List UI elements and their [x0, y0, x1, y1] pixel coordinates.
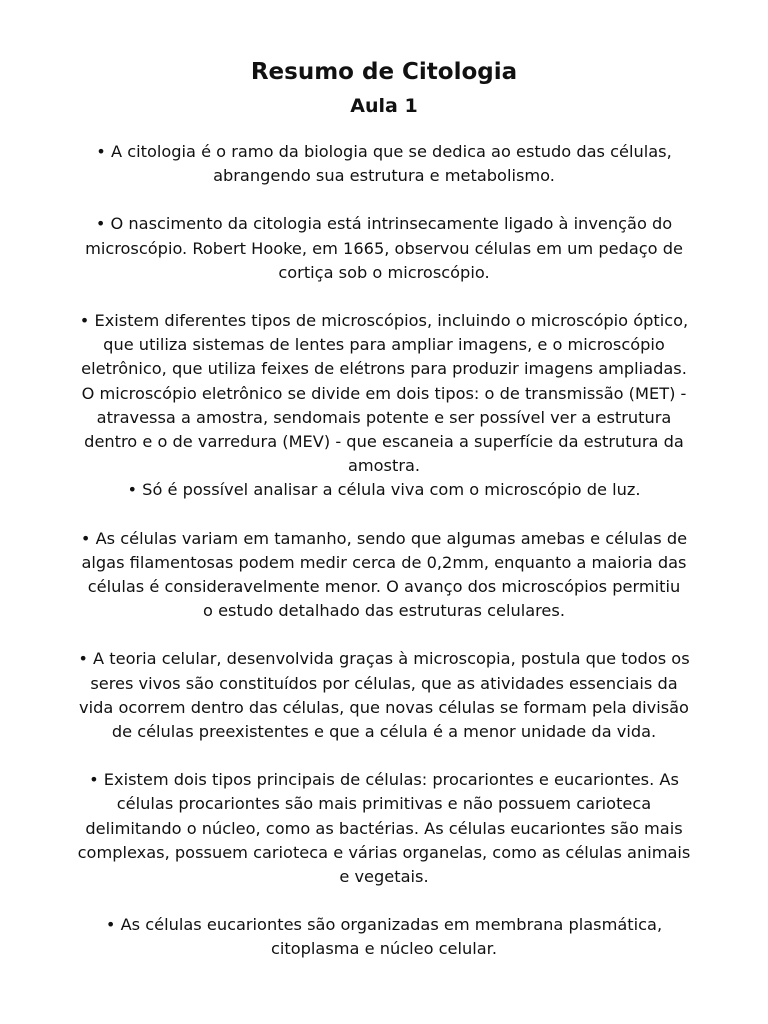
text-line: • A teoria celular, desenvolvida graças à microscopia, postula que todos os	[78, 649, 690, 669]
text-line: eletrônico, que utiliza feixes de elétrons para produzir imagens ampliadas.	[81, 359, 687, 379]
text-line: complexas, possuem carioteca e várias organelas, como as células animais	[77, 842, 691, 862]
text-line: • Só é possível analisar a célula viva com o microscópio de luz.	[127, 480, 641, 500]
text-line: • As células variam em tamanho, sendo que algumas amebas e células de	[80, 528, 688, 548]
text-line: algas filamentosas podem medir cerca de 0,2mm, enquanto a maioria das	[81, 552, 687, 572]
paragraph-cell-size	[44, 527, 724, 624]
text-line: citoplasma e núcleo celular.	[271, 939, 497, 959]
paragraph-microscopes	[44, 309, 724, 478]
paragraph-eukaryote-organization	[44, 913, 724, 961]
text-line: • As células eucariontes são organizadas em membrana plasmática,	[105, 915, 663, 935]
document-title: Resumo de Citologia	[250, 59, 518, 85]
text-line: dentro e o de varredura (MEV) - que escaneia a superfície da estrutura da	[84, 432, 684, 452]
text-line: células é consideravelmente menor. O avanço dos microscópios permitiu	[87, 577, 681, 597]
document-body	[44, 140, 724, 962]
text-line: O microscópio eletrônico se divide em dois tipos: o de transmissão (MET) -	[81, 383, 687, 403]
text-line: vida ocorrem dentro das células, que novas células se formam pela divisão	[79, 697, 689, 717]
text-line: de células preexistentes e que a célula é a menor unidade da vida.	[111, 722, 657, 742]
paragraph-definition	[44, 140, 724, 188]
text-line: • Existem dois tipos principais de células: procariontes e eucariontes. As	[89, 770, 679, 790]
text-line: atravessa a amostra, sendomais potente e ser possível ver a estrutura	[96, 407, 672, 427]
text-line: • O nascimento da citologia está intrinsecamente ligado à invenção do	[95, 214, 673, 234]
paragraph-cell-theory	[44, 647, 724, 744]
text-line: delimitando o núcleo, como as bactérias. As células eucariontes são mais	[85, 818, 683, 838]
text-line: cortiça sob o microscópio.	[278, 262, 490, 282]
text-line: que utiliza sistemas de lentes para ampliar imagens, e o microscópio	[103, 335, 665, 355]
text-line: • Existem diferentes tipos de microscópios, incluindo o microscópio óptico,	[79, 311, 689, 331]
text-line: • A citologia é o ramo da biologia que se dedica ao estudo das células,	[96, 142, 672, 161]
text-line: o estudo detalhado das estruturas celulares.	[203, 601, 565, 621]
text-line: seres vivos são constituídos por células, que as atividades essenciais da	[90, 673, 678, 693]
paragraph-cell-types	[44, 768, 724, 889]
text-line: microscópio. Robert Hooke, em 1665, observou células em um pedaço de	[85, 238, 683, 258]
paragraph-live-cell	[44, 478, 724, 502]
document-subtitle: Aula 1	[350, 95, 418, 117]
paragraph-history	[44, 212, 724, 285]
text-line: amostra.	[347, 456, 421, 476]
text-line: e vegetais.	[339, 867, 429, 887]
text-line: abrangendo sua estrutura e metabolismo.	[213, 166, 555, 186]
text-line: células procariontes são mais primitivas e não possuem carioteca	[116, 794, 652, 814]
